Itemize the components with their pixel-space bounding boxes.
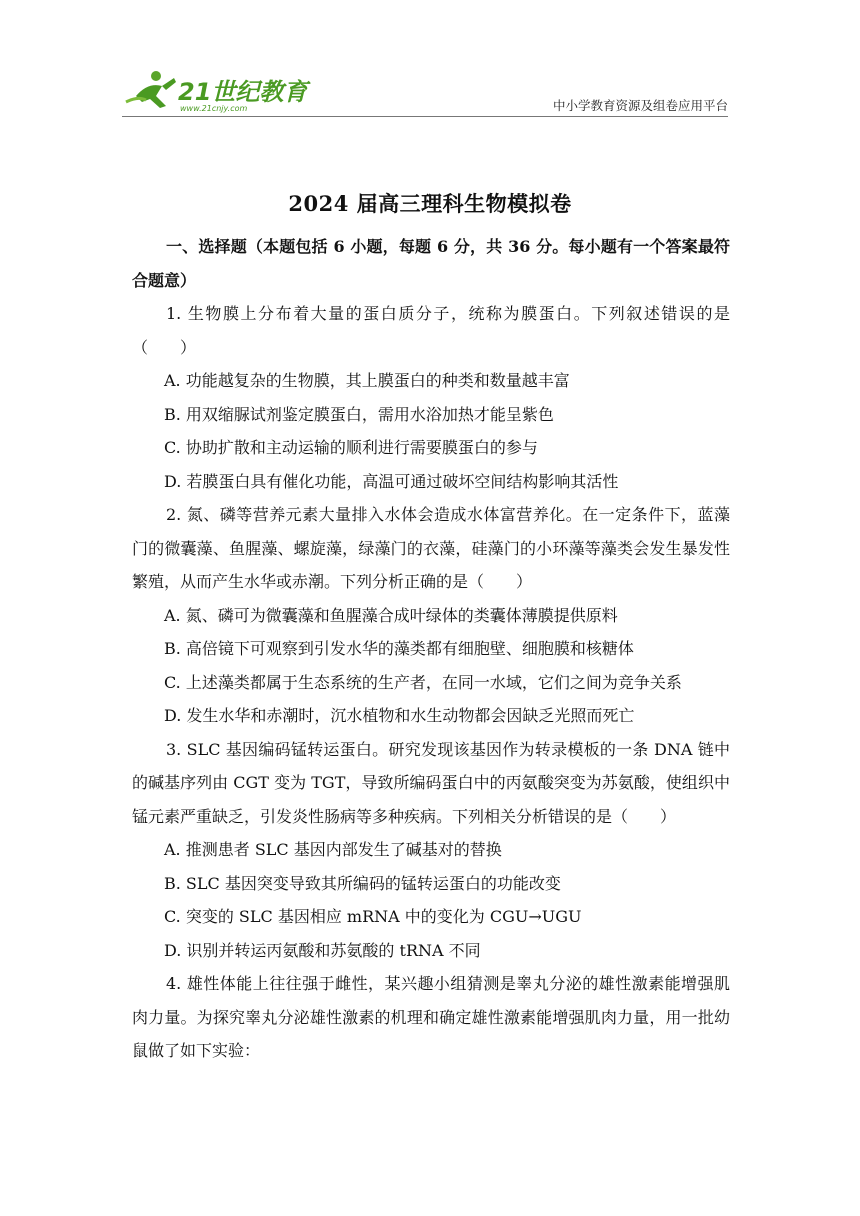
question-stem: 2. 氮、磷等营养元素大量排入水体会造成水体富营养化。在一定条件下，蓝藻门的微囊藻、鱼腥藻、螺旋藻，绿藻门的衣藻，硅藻门的小环藻等藻类会发生暴发性繁殖，从而产生水华或赤潮。下列分析正确的是（ ） — [132, 505, 730, 591]
question-stem: 3. SLC 基因编码锰转运蛋白。研究发现该基因作为转录模板的一条 DNA 链中的碱基序列由 CGT 变为 TGT，导致所编码蛋白中的丙氨酸突变为苏氨酸，使组织中锰元素严重缺乏，引发炎性肠病等多种疾病。下列相关分析错误的是（ ） — [132, 739, 730, 826]
svg-text:www.21cnjy.com: www.21cnjy.com — [180, 104, 248, 113]
question-2 — [132, 498, 730, 733]
exam-title: 2024 届高三理科生物模拟卷 — [288, 191, 572, 216]
question-stem: 1. 生物膜上分布着大量的蛋白质分子，统称为膜蛋白。下列叙述错误的是（ ） — [132, 304, 730, 357]
option-b: B. 高倍镜下可观察到引发水华的藻类都有细胞壁、细胞膜和核糖体 — [164, 639, 634, 658]
svg-text:21世纪教育: 21世纪教育 — [178, 78, 308, 106]
question-4 — [132, 967, 730, 1068]
exam-content — [132, 230, 730, 1068]
option-a: A. 推测患者 SLC 基因内部发生了碱基对的替换 — [164, 840, 502, 859]
option-a: A. 功能越复杂的生物膜，其上膜蛋白的种类和数量越丰富 — [164, 371, 570, 390]
option-d: D. 若膜蛋白具有催化功能，高温可通过破坏空间结构影响其活性 — [164, 471, 619, 491]
option-c: C. 协助扩散和主动运输的顺利进行需要膜蛋白的参与 — [164, 438, 538, 457]
option-c: C. 上述藻类都属于生态系统的生产者，在同一水域，它们之间为竞争关系 — [164, 672, 682, 692]
logo-21cnjy — [122, 66, 322, 114]
header-divider — [122, 116, 728, 117]
option-c: C. 突变的 SLC 基因相应 mRNA 中的变化为 CGU→UGU — [164, 907, 582, 926]
question-3 — [132, 733, 730, 968]
option-d: D. 发生水华和赤潮时，沉水植物和水生动物都会因缺乏光照而死亡 — [164, 706, 635, 725]
page-header — [122, 66, 728, 116]
option-b: B. SLC 基因突变导致其所编码的锰转运蛋白的功能改变 — [164, 873, 561, 893]
question-stem: 4. 雄性体能上往往强于雌性，某兴趣小组猜测是睾丸分泌的雄性激素能增强肌肉力量。为探究睾丸分泌雄性激素的机理和确定雄性激素能增强肌肉力量，用一批幼鼠做了如下实验： — [132, 974, 730, 1060]
option-a: A. 氮、磷可为微囊藻和鱼腥藻合成叶绿体的类囊体薄膜提供原料 — [164, 605, 618, 625]
platform-slogan: 中小学教育资源及组卷应用平台 — [552, 98, 728, 113]
runner-icon — [126, 71, 176, 108]
question-1 — [132, 297, 730, 498]
option-b: B. 用双缩脲试剂鉴定膜蛋白，需用水浴加热才能呈紫色 — [164, 404, 554, 424]
option-d: D. 识别并转运丙氨酸和苏氨酸的 tRNA 不同 — [164, 940, 481, 960]
section-heading: 一、选择题（本题包括 6 小题，每题 6 分，共 36 分。每小题有一个答案最符合题意） — [132, 237, 730, 290]
